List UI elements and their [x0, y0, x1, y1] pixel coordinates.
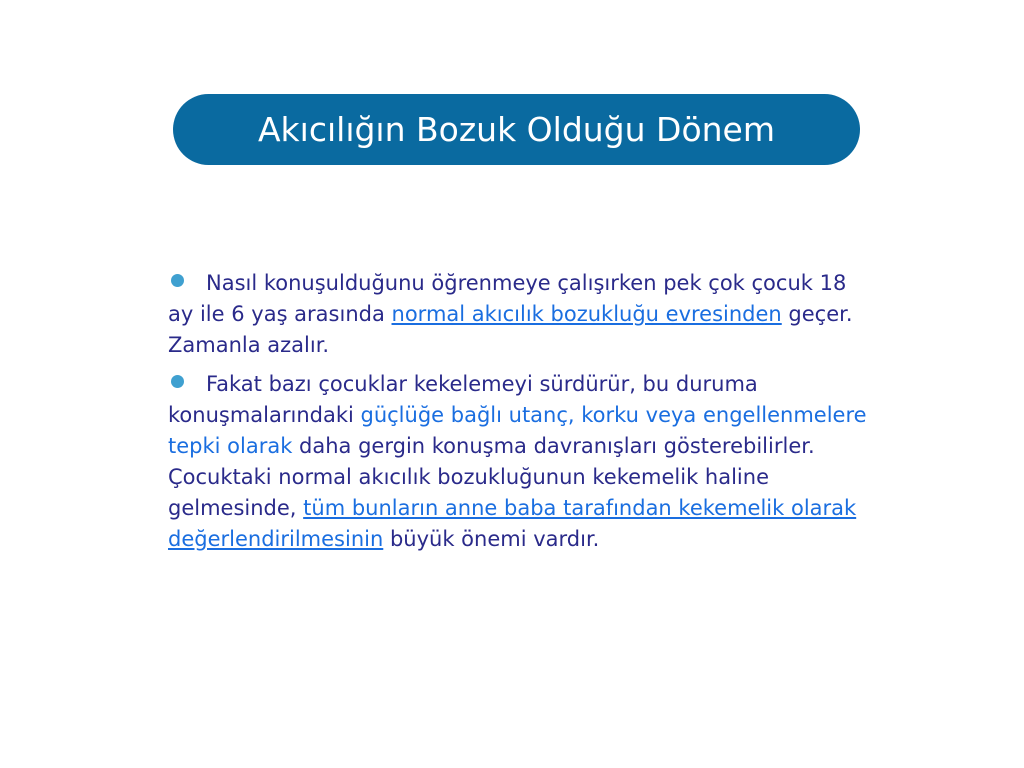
- paragraph-2-text-a: Fakat bazı çocuklar kekelemeyi sürdürür, bu duruma konuşmalarındaki: [168, 372, 758, 427]
- paragraph-2-text-b: daha gergin konuşma davranışları gösterebilirler. Çocuktaki normal akıcılık bozukluğunun kekemelik haline gelmesinde,: [168, 434, 815, 520]
- slide-title: Akıcılığın Bozuk Olduğu Dönem: [257, 110, 775, 149]
- bullet-paragraph-1: [168, 268, 868, 361]
- paragraph-1-link[interactable]: normal akıcılık bozukluğu evresinden: [391, 302, 782, 326]
- bullet-dot-icon: [171, 274, 184, 287]
- bullet-paragraph-2: [168, 369, 868, 555]
- bullet-dot-icon: [171, 375, 184, 388]
- paragraph-2-highlight: güçlüğe bağlı utanç, korku veya engellenmelere tepki olarak: [168, 403, 867, 458]
- paragraph-2-text-c: büyük önemi vardır.: [383, 527, 600, 551]
- paragraph-1-text-a: Nasıl konuşulduğunu öğrenmeye çalışırken pek çok çocuk 18 ay ile 6 yaş arasında: [168, 271, 847, 326]
- slide-body: [168, 268, 868, 563]
- paragraph-1-text-b: geçer. Zamanla azalır.: [168, 302, 853, 357]
- title-banner: [173, 94, 860, 165]
- paragraph-2-link[interactable]: tüm bunların anne baba tarafından kekemelik olarak değerlendirilmesinin: [168, 496, 857, 551]
